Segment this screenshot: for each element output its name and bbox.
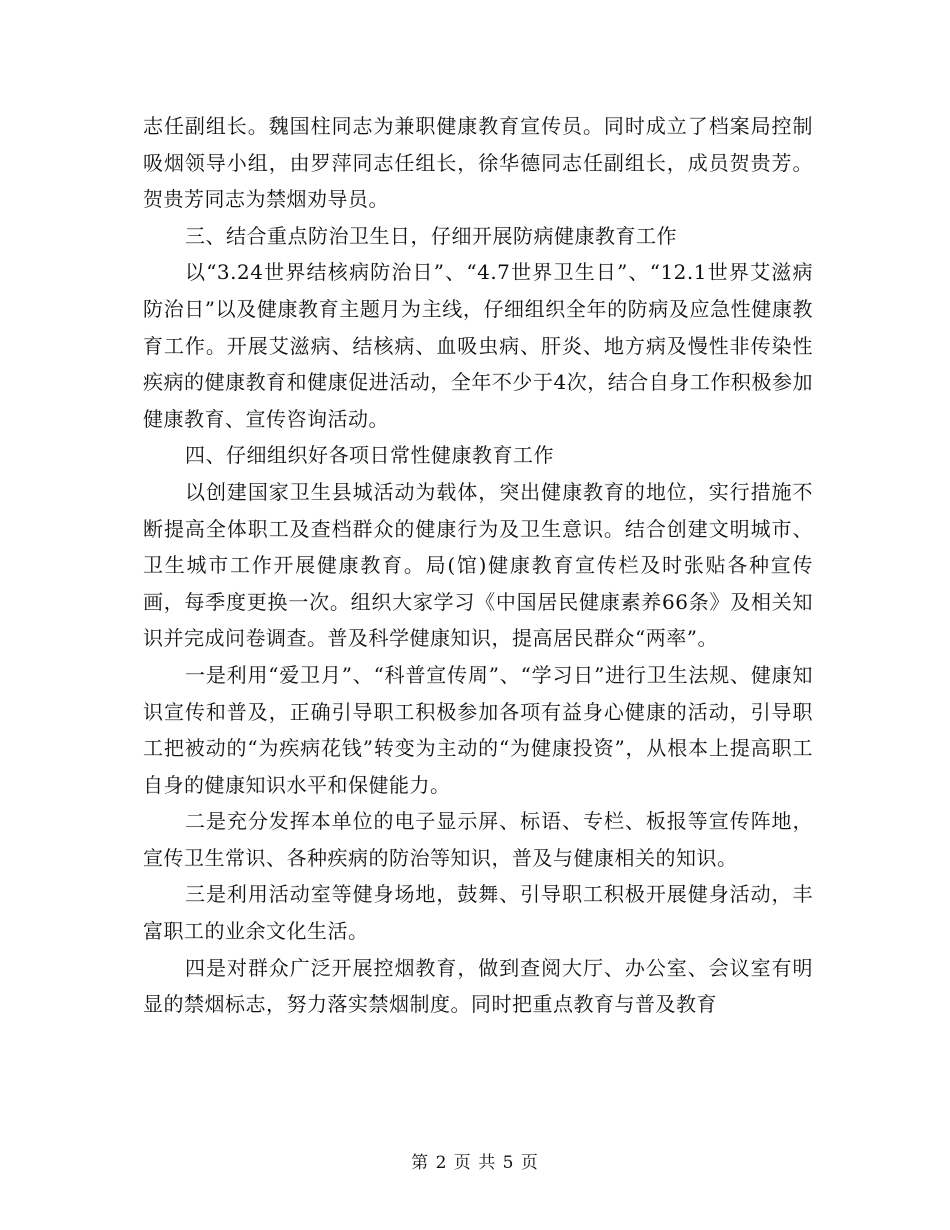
document-body: [143, 108, 813, 1023]
paragraph-1: 志任副组长。魏国柱同志为兼职健康教育宣传员。同时成立了档案局控制吸烟领导小组，由罗萍同志任组长，徐华德同志任副组长，成员贺贵芳。贺贵芳同志为禁烟劝导员。: [143, 114, 813, 212]
paragraph-8: 三是利用活动室等健身场地，鼓舞、引导职工积极开展健身活动，丰富职工的业余文化生活。: [143, 882, 813, 944]
paragraph-9: 四是对群众广泛开展控烟教育，做到查阅大厅、办公室、会议室有明显的禁烟标志，努力落实禁烟制度。同时把重点教育与普及教育: [143, 955, 813, 1017]
page-number-footer: 第 2 页 共 5 页: [411, 1153, 539, 1173]
section-heading-4: 四、仔细组织好各项日常性健康教育工作: [185, 443, 554, 468]
paragraph-3: 以“3.24世界结核病防治日”、“4.7世界卫生日”、“12.1世界艾滋病防治日”以及健康教育主题月为主线，仔细组织全年的防病及应急性健康教育工作。开展艾滋病、结核病、血吸虫病、肝炎、地方病及慢性非传染性疾病的健康教育和健康促进活动，全年不少于4次，结合自身工作积极参加健康教育、宣传咨询活动。: [143, 260, 813, 431]
paragraph-5: 以创建国家卫生县城活动为载体，突出健康教育的地位，实行措施不断提高全体职工及查档群众的健康行为及卫生意识。结合创建文明城市、卫生城市工作开展健康教育。局(馆)健康教育宣传栏及时张贴各种宣传画，每季度更换一次。组织大家学习《中国居民健康素养66条》及相关知识并完成问卷调查。普及科学健康知识，提高居民群众“两率”。: [143, 479, 813, 651]
section-heading-3: 三、结合重点防治卫生日，仔细开展防病健康教育工作: [185, 223, 677, 248]
paragraph-7: 二是充分发挥本单位的电子显示屏、标语、专栏、板报等宣传阵地，宣传卫生常识、各种疾病的防治等知识，普及与健康相关的知识。: [143, 809, 813, 870]
paragraph-6: 一是利用“爱卫月”、“科普宣传周”、“学习日”进行卫生法规、健康知识宣传和普及，正确引导职工积极参加各项有益身心健康的活动，引导职工把被动的“为疾病花钱”转变为主动的“为健康投资”，从根本上提高职工自身的健康知识水平和保健能力。: [143, 662, 813, 797]
